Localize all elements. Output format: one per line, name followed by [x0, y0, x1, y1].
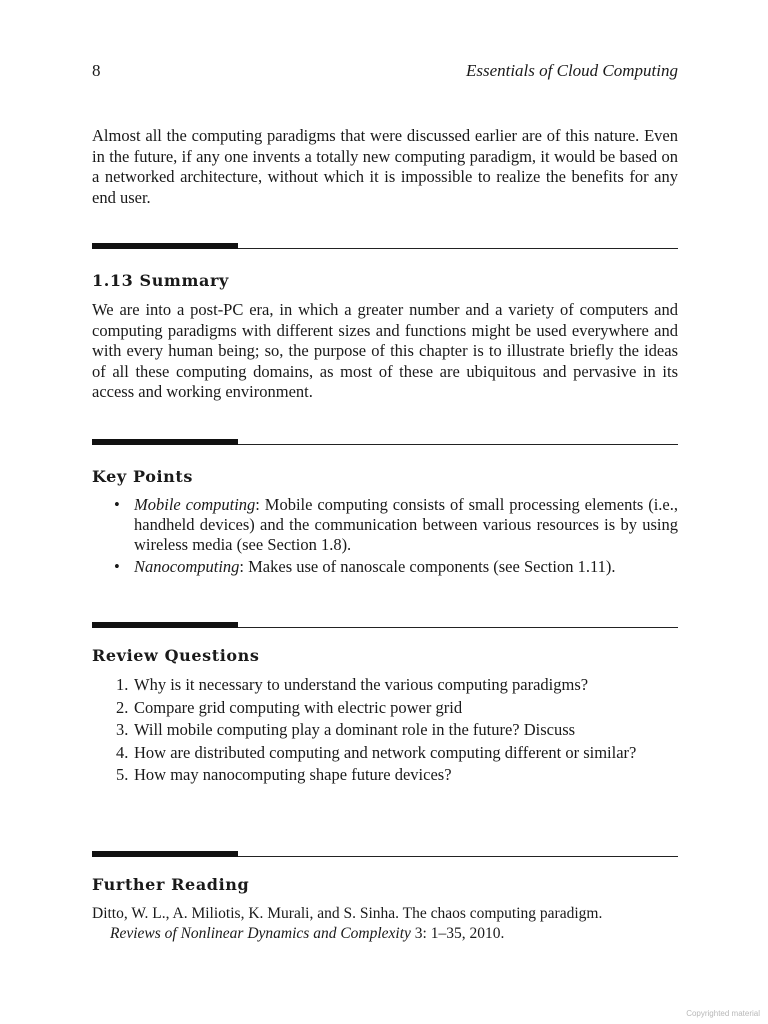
list-item	[92, 743, 678, 763]
key-point-text: : Makes use of nanoscale components (see Section 1.11).	[239, 557, 616, 576]
question-number: 4.	[116, 742, 129, 762]
intro-paragraph: Almost all the computing paradigms that were discussed earlier are of this nature. Even in the future, if any one invents a totally new computing paradigm, it would be based on a networked architecture, without which it is impossible to realize the benefits for any end user.	[92, 126, 678, 207]
list-item	[92, 675, 678, 695]
copyright-watermark: Copyrighted material	[686, 1009, 760, 1018]
list-item	[92, 720, 678, 740]
question-number: 3.	[116, 720, 129, 739]
summary-heading: 1.13 Summary	[92, 271, 229, 290]
question-text: How are distributed computing and network computing different or similar?	[134, 742, 637, 762]
reference-details: 3: 1–35, 2010.	[410, 925, 505, 942]
section-divider	[92, 439, 678, 445]
key-points-list	[92, 495, 678, 579]
further-reading-heading: Further Reading	[92, 875, 250, 894]
reference-authors: Ditto, W. L., A. Miliotis, K. Murali, and S. Sinha. The chaos computing paradigm.	[92, 905, 603, 922]
list-item	[92, 557, 678, 577]
running-header-title: Essentials of Cloud Computing	[465, 61, 678, 80]
section-divider	[92, 851, 678, 857]
question-number: 1.	[116, 675, 129, 694]
page-number: 8	[92, 61, 101, 80]
review-questions-heading: Review Questions	[92, 646, 260, 665]
reference-entry	[92, 904, 678, 944]
question-text: Will mobile computing play a dominant role in the future? Discuss	[134, 720, 576, 739]
key-point-text: : Mobile computing consists of small processing elements (i.e., handheld devices) and the communication between various resources is by using wireless media (see Section 1.8).	[134, 495, 678, 554]
summary-paragraph: We are into a post-PC era, in which a greater number and a variety of computers and computing paradigms with different sizes and functions might be used everywhere and with every human being; so, the purpose of this chapter is to illustrate briefly the ideas of all these computing domains, as most of these are ubiquitous and pervasive in its access and working environment.	[92, 300, 678, 401]
section-divider	[92, 622, 678, 628]
key-points-heading: Key Points	[92, 467, 193, 486]
bullet-marker: •	[114, 495, 120, 514]
list-item	[92, 698, 678, 718]
key-point-term: Nanocomputing	[134, 557, 240, 576]
reference-journal: Reviews of Nonlinear Dynamics and Complexity	[110, 925, 411, 942]
question-number: 2.	[116, 697, 129, 717]
review-questions-list	[92, 675, 678, 788]
question-text: Compare grid computing with electric power grid	[134, 697, 463, 717]
key-point-term: Mobile computing	[134, 495, 256, 514]
question-text: How may nanocomputing shape future devices?	[134, 765, 452, 784]
list-item	[92, 495, 678, 555]
question-text: Why is it necessary to understand the various computing paradigms?	[134, 675, 589, 694]
question-number: 5.	[116, 765, 129, 784]
section-divider	[92, 243, 678, 249]
bullet-marker: •	[114, 557, 120, 576]
list-item	[92, 765, 678, 785]
